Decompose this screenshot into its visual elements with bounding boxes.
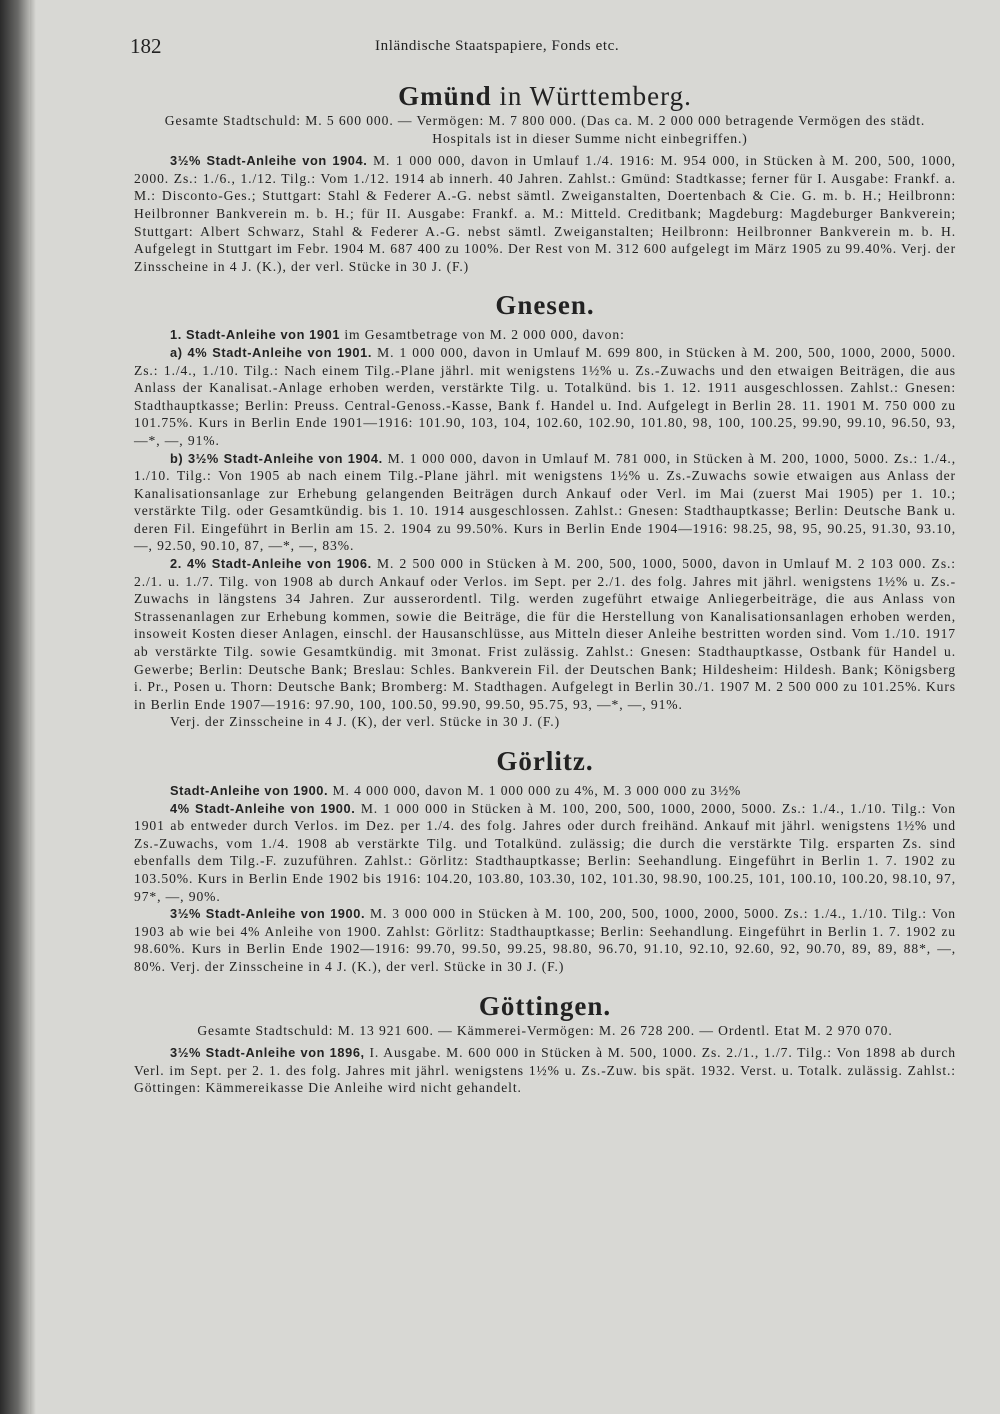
loan-text: M. 2 500 000 in Stücken à M. 200, 500, 1000, 5000, davon in Umlauf M. 2 103 000. Zs.: 2./1. u. 1./7. Tilg. von 1908 ab durch Ankauf oder Verlos. im Sept. per 2./1. des folg. Jahres mit jährl. wenigstens 1½% u. Zs.-Zuwachs in längstens 34 Jahren. Zur ausserordentl. Tilg. werden zugeführt etwaige Anliegerbeiträge, die aus Anlass von Strassenanlagen zur Erhebung kommen, sowie die Beiträge, die für die Herstellung von Kanalisationsanlagen erhoben werden, insoweit Kosten dieser Anlagen, einschl. der Hausanschlüsse, aus Mitteln dieser Anleihe bestritten worden sind. Vom 1./10. 1917 ab verstärkte Tilg. sowie Gesamtkündig. mit 3monat. Frist zulässig. Zahlst.: Gnesen: Stadthauptkasse, Ostbank für Handel u. Gewerbe; Berlin: Deutsche Bank; Breslau: Schles. Bankverein Fil. der Deutschen Bank; Hildesheim: Hildesh. Bank; Königsberg i. Pr., Posen u. Thorn: Deutsche Bank; Bromberg: M. Stadthagen. Aufgelegt in Berlin 30./1. 1907 M. 2 500 000 zu 101.25%. Kurs in Berlin Ende 1907—1916: 97.90, 100, 100.50, 99.90, 99.50, 95.75, 93, —*, —, 91%.	[134, 556, 956, 712]
goerlitz-loan-b	[134, 905, 956, 975]
loan-text: I. Ausgabe. M. 600 000 in Stücken à M. 500, 1000. Zs. 2./1., 1./7. Tilg.: Von 1898 ab durch Verl. im Sept. per 2. 1. des folg. Jahres mit jährl. wenigstens 1½% u. Zs.-Zuw. bis spät. 1932. Verst. u. Totalk. zulässig. Zahlst.: Göttingen: Kämmereikasse Die Anleihe wird nicht gehandelt.	[134, 1045, 956, 1096]
section-title-gnesen: Gnesen.	[495, 290, 595, 321]
loan-heading: b) 3½% Stadt-Anleihe von 1904.	[170, 450, 383, 466]
goettingen-loan	[134, 1044, 956, 1097]
goerlitz-loan-a	[134, 800, 956, 906]
loan-heading: 3½% Stadt-Anleihe von 1900.	[170, 906, 366, 922]
loan-text: M. 3 000 000 in Stücken à M. 100, 200, 500, 1000, 2000, 5000. Zs.: 1./4., 1./10. Tilg.: Von 1903 ab wie bei 4% Anleihe von 1900. Zahlst: Görlitz: Stadthauptkasse; Berlin: Seehandlung. Eingeführt in Berlin 1. 7. 1902 zu 98.60%. Kurs in Berlin Ende 1902—1916: 99.70, 99.50, 99.25, 98.80, 96.70, 91.10, 92.10, 92.60, 92, 90.70, 89, 89, 88*, —, 80%. Verj. der Zinsscheine in 4 J. (K.), der verl. Stücke in 30 J. (F.)	[134, 906, 956, 974]
gnesen-loan1b	[134, 450, 956, 556]
loan-text: M. 1 000 000 in Stücken à M. 100, 200, 500, 1000, 2000, 5000. Zs.: 1./4., 1./10. Tilg.: Von 1901 ab entweder durch Verlos. im Dez. per 1./4. des folg. Jahres oder durch freihänd. Ankauf mit jährl. wenigstens 1½% und Zs.-Zuwachs, vom 1./4. 1908 ab verstärkte Tilg. und Totalkünd. zulässig; die durch die verstärkte Tilg. ersparten Zs. sind ebenfalls dem Tilg.-F. zuzuführen. Zahlst.: Görlitz: Stadthauptkasse; Berlin: Seehandlung. Eingeführt in Berlin 1. 7. 1902 zu 103.50%. Kurs in Berlin Ende 1902 bis 1916: 104.20, 103.80, 103.30, 102, 101.30, 98.90, 100.25, 101, 100.10, 100.20, 98.10, 97, 97*, —, 90%.	[134, 800, 956, 904]
loan-text: M. 1 000 000, davon in Umlauf M. 699 800, in Stücken à M. 200, 500, 1000, 2000, 5000. Zs.: 1./4., 1./10. Tilg.: Nach einem Tilg.-Plane jährl. mit wenigstens 1½% u. Zs.-Zuwachs und den etwaigen Beiträgen, die aus Anlass der Kanalisat.-Anlage erhoben werden, verstärkte Tilg. u. Totalkünd. bis 1. 12. 1911 ausgeschlossen. Zahlst.: Gnesen: Stadthauptkasse; Berlin: Preuss. Central-Genoss.-Kasse, Bank f. Handel u. Ind. Aufgelegt in Berlin 28. 11. 1901 M. 750 000 zu 101.75%. Kurs in Berlin Ende 1901—1916: 101.90, 103, 104, 102.60, 102.90, 101.80, 98, 100, 100.25, 99.90, 99.10, 96.50, 93, —*, —, 91%.	[134, 344, 956, 448]
loan-text: im Gesamtbetrage von M. 2 000 000, davon:	[344, 327, 625, 343]
loan-heading: 3½% Stadt-Anleihe von 1896,	[170, 1045, 365, 1061]
gnesen-verj: Verj. der Zinsscheine in 4 J. (K), der verl. Stücke in 30 J. (F.)	[170, 714, 561, 730]
loan-heading: 4% Stadt-Anleihe von 1900.	[170, 800, 356, 816]
page-header	[130, 30, 960, 60]
page-content	[134, 80, 956, 1097]
section-title-goettingen: Göttingen.	[478, 990, 612, 1021]
gnesen-loan1a	[134, 344, 956, 450]
running-title: Inländische Staatspapiere, Fonds etc.	[375, 38, 620, 54]
loan-heading: Stadt-Anleihe von 1900.	[170, 783, 329, 798]
loan-heading: 3½% Stadt-Anleihe von 1904.	[170, 153, 368, 169]
city-name: Gmünd	[398, 81, 492, 111]
loan-heading: 1. Stadt-Anleihe von 1901	[170, 327, 341, 343]
loan-text: M. 1 000 000, davon in Umlauf M. 781 000, in Stücken à M. 200, 1000, 5000. Zs.: 1./4., 1./10. Tilg.: Von 1905 ab nach einem Tilg.-Plane jährl. mit wenigstens 1½% u. Zs.-Zuwachs sowie etwaigen aus Anlass der Kanalisationsanlage zur Erhebung gelangenden Beiträgen durch Ankauf oder Verl. im Mai (zuerst Mai 1905) per 1. 10.; verstärkte Tilg. oder Gesamtkündig. bis 1. 10. 1914 ausgeschlossen. Zahlst.: Gnesen: Stadthauptkasse; Berlin: Deutsche Bank u. deren Fil. Eingeführt in Berlin am 15. 2. 1904 zu 99.50%. Kurs in Berlin Ende 1904—1916: 98.25, 98, 95, 90.25, 91.30, 93.10, —, 92.50, 90.10, 87, —*, —, 83%.	[134, 450, 956, 554]
loan-text: M. 1 000 000, davon in Umlauf 1./4. 1916: M. 954 000, in Stücken à M. 200, 500, 1000, 2000. Zs.: 1./6., 1./12. Tilg.: Vom 1./12. 1914 ab innerh. 40 Jahren. Zahlst.: Gmünd: Stadtkasse; ferner für I. Ausgabe: Frankf. a. M.: Disconto-Ges.; Stuttgart: Stahl & Federer A.-G. nebst sämtl. Zweiganstalten, Doertenbach & Cie. G. m. b. H.; Heilbronn: Heilbronner Bankverein m. b. H.; für II. Ausgabe: Frankf. a. M.: Mitteld. Creditbank; Magdeburg: Magdeburger Bankverein; Stuttgart: Albert Schwarz, Stahl & Federer A.-G. nebst sämtl. Zweiganstalten; Heilbronn: Heilbronner Bankverein m. b. H. Aufgelegt in Stuttgart im Febr. 1904 M. 687 400 zu 100%. Der Rest von M. 312 600 aufgelegt im März 1905 zu 99.40%. Verj. der Zinsscheine in 4 J. (K.), der verl. Stücke in 30 J. (F.)	[134, 153, 956, 274]
page-number: 182	[130, 34, 162, 58]
gnesen-loan1	[134, 326, 956, 344]
section-title-goerlitz: Görlitz.	[496, 746, 594, 776]
city-name-sub: in Württemberg.	[499, 81, 692, 111]
gmuend-loan-paragraph	[134, 152, 956, 275]
gnesen-loan2	[134, 555, 956, 713]
loan-heading: 2. 4% Stadt-Anleihe von 1906.	[170, 556, 372, 572]
goerlitz-intro	[134, 782, 956, 800]
loan-heading: a) 4% Stadt-Anleihe von 1901.	[170, 344, 372, 360]
goettingen-intro: Gesamte Stadtschuld: M. 13 921 600. — Kämmerei-Vermögen: M. 26 728 200. — Ordentl. Etat M. 2 970 070.	[197, 1022, 893, 1038]
gmuend-intro: Gesamte Stadtschuld: M. 5 600 000. — Vermögen: M. 7 800 000. (Das ca. M. 2 000 000 betragende Vermögen des städt. Hospitals ist in dieser Summe nicht einbegriffen.)	[164, 113, 926, 146]
loan-text: M. 4 000 000, davon M. 1 000 000 zu 4%, M. 3 000 000 zu 3½%	[332, 783, 742, 798]
section-title-gmuend	[134, 80, 956, 112]
book-binding-edge	[0, 0, 30, 1414]
page-shadow	[30, 0, 36, 1414]
